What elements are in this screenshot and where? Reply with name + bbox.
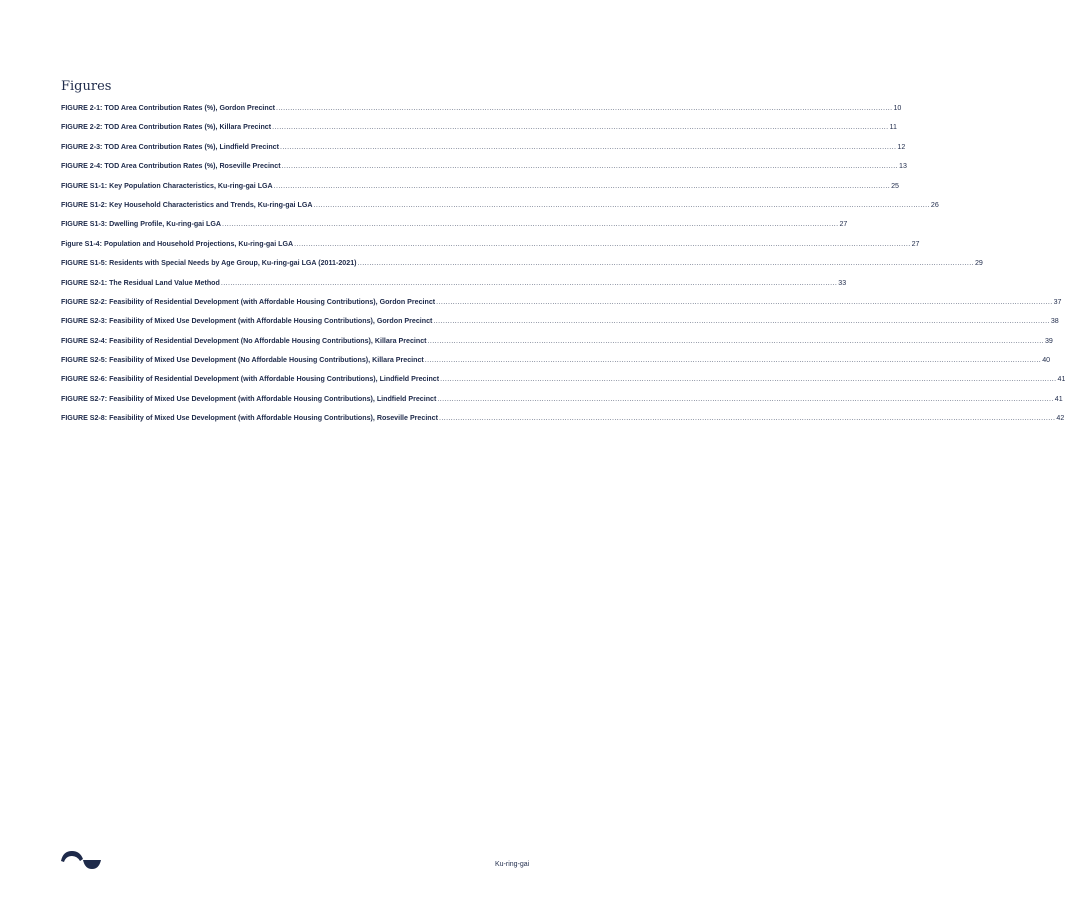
figure-entry-page: 27 <box>839 220 848 229</box>
figure-entry[interactable] <box>61 278 847 298</box>
figure-entry[interactable] <box>61 394 1063 414</box>
figure-entry[interactable] <box>61 104 902 123</box>
dot-leader: .................................................................................................................................................................................................................................................................... <box>313 200 930 209</box>
dot-leader: .................................................................................................................................................................................................................................................................... <box>437 394 1054 403</box>
figure-entry-page: 27 <box>911 239 920 248</box>
dot-leader: .................................................................................................................................................................................................................................................................... <box>440 375 1057 384</box>
figure-entry[interactable] <box>61 356 1051 375</box>
dot-leader: .................................................................................................................................................................................................................................................................... <box>279 142 897 151</box>
figure-entry-title: FIGURE S2-2: Feasibility of Residential Development (with Affordable Housing Contributions), Gordon Precinct <box>61 297 436 306</box>
figure-entry[interactable] <box>61 220 848 239</box>
figure-entry[interactable] <box>61 375 1065 394</box>
figure-entry-title: FIGURE S2-5: Feasibility of Mixed Use Development (No Affordable Housing Contributions), Killara Precinct <box>61 356 424 365</box>
figure-entry-page: 12 <box>897 142 906 151</box>
figure-entry-page: 10 <box>893 104 902 112</box>
figure-entry-page: 41 <box>1054 394 1063 403</box>
figure-entry-page: 39 <box>1044 336 1053 345</box>
section-heading: Figures <box>61 79 112 94</box>
figure-entry-title: FIGURE S1-5: Residents with Special Needs by Age Group, Ku-ring-gai LGA (2011-2021) <box>61 259 357 268</box>
figure-entry-page: 29 <box>974 259 983 268</box>
figure-entry-title: FIGURE 2-4: TOD Area Contribution Rates (%), Roseville Precinct <box>61 162 281 171</box>
figure-entry-page: 33 <box>838 278 847 287</box>
dot-leader: .................................................................................................................................................................................................................................................................... <box>220 278 838 287</box>
figure-entry-page: 13 <box>899 162 907 171</box>
figure-entry-title: FIGURE S2-7: Feasibility of Mixed Use Development (with Affordable Housing Contributions), Lindfield Precinct <box>61 394 437 403</box>
figure-entry-title: FIGURE S1-3: Dwelling Profile, Ku-ring-gai LGA <box>61 220 222 229</box>
figure-entry[interactable] <box>61 414 1065 433</box>
figure-entry[interactable] <box>61 259 983 278</box>
figure-entry-title: FIGURE S1-1: Key Population Characteristics, Ku-ring-gai LGA <box>61 181 273 190</box>
figure-entry-title: FIGURE 2-1: TOD Area Contribution Rates (%), Gordon Precinct <box>61 104 276 112</box>
figure-entry-title: FIGURE 2-2: TOD Area Contribution Rates (%), Killara Precinct <box>61 123 272 132</box>
figure-entry-page: 26 <box>930 200 939 209</box>
figure-entry-title: FIGURE S2-6: Feasibility of Residential Development (with Affordable Housing Contributions), Lindfield Precinct <box>61 375 440 384</box>
figure-entry-page: 42 <box>1056 414 1065 423</box>
dot-leader: .................................................................................................................................................................................................................................................................... <box>276 104 893 112</box>
dot-leader: .................................................................................................................................................................................................................................................................... <box>281 162 898 171</box>
figure-entry[interactable] <box>61 297 1062 317</box>
dot-leader: .................................................................................................................................................................................................................................................................... <box>357 259 974 268</box>
figure-entry[interactable] <box>61 181 899 201</box>
figure-entry-page: 11 <box>889 123 897 132</box>
dot-leader: .................................................................................................................................................................................................................................................................... <box>436 297 1053 306</box>
figure-entry-page: 37 <box>1053 297 1062 306</box>
figure-entry-title: Figure S1-4: Population and Household Projections, Ku-ring-gai LGA <box>61 239 294 248</box>
figure-entry[interactable] <box>61 162 907 181</box>
figure-entry-title: FIGURE 2-3: TOD Area Contribution Rates (%), Lindfield Precinct <box>61 142 279 151</box>
figure-entry-title: FIGURE S2-4: Feasibility of Residential Development (No Affordable Housing Contributions), Killara Precinct <box>61 336 427 345</box>
dot-leader: .................................................................................................................................................................................................................................................................... <box>427 336 1044 345</box>
figures-list <box>61 104 1065 434</box>
dot-leader: .................................................................................................................................................................................................................................................................... <box>438 414 1056 423</box>
figure-entry-title: FIGURE S1-2: Key Household Characteristics and Trends, Ku-ring-gai LGA <box>61 200 313 209</box>
dot-leader: .................................................................................................................................................................................................................................................................... <box>294 239 911 248</box>
figure-entry[interactable] <box>61 200 939 220</box>
dot-leader: .................................................................................................................................................................................................................................................................... <box>222 220 839 229</box>
figure-entry-title: FIGURE S2-1: The Residual Land Value Method <box>61 278 220 287</box>
figure-entry-page: 25 <box>891 181 899 190</box>
dot-leader: .................................................................................................................................................................................................................................................................... <box>273 181 891 190</box>
dot-leader: .................................................................................................................................................................................................................................................................... <box>272 123 889 132</box>
figure-entry-title: FIGURE S2-8: Feasibility of Mixed Use Development (with Affordable Housing Contributions), Roseville Precinct <box>61 414 438 423</box>
figure-entry-page: 38 <box>1050 317 1059 326</box>
figure-entry[interactable] <box>61 142 906 162</box>
figure-entry[interactable] <box>61 336 1053 356</box>
figure-entry[interactable] <box>61 239 920 259</box>
figure-entry[interactable] <box>61 123 897 142</box>
figure-entry-page: 41 <box>1057 375 1065 384</box>
figure-entry-page: 40 <box>1042 356 1051 365</box>
footer-label: Ku-ring-gai <box>495 861 530 868</box>
figure-entry-title: FIGURE S2-3: Feasibility of Mixed Use Development (with Affordable Housing Contributions), Gordon Precinct <box>61 317 433 326</box>
figure-entry[interactable] <box>61 317 1059 336</box>
dot-leader: .................................................................................................................................................................................................................................................................... <box>424 356 1042 365</box>
dot-leader: .................................................................................................................................................................................................................................................................... <box>433 317 1050 326</box>
brand-logo-icon <box>61 850 103 870</box>
